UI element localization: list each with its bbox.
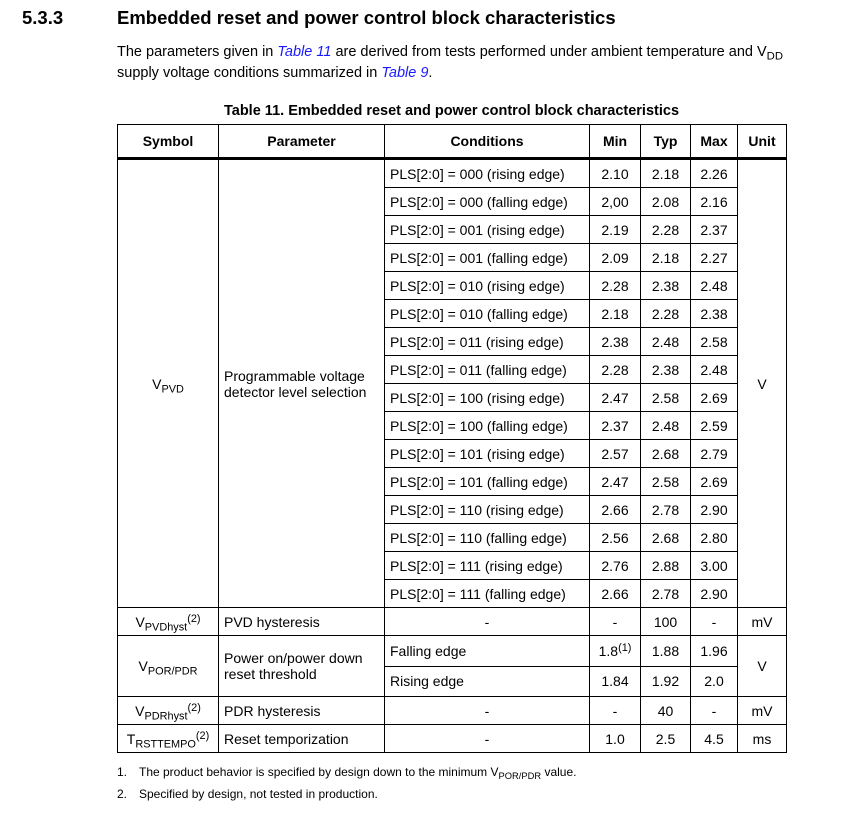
characteristics-table bbox=[117, 124, 787, 753]
condition-cell: PLS[2:0] = 111 (rising edge) bbox=[385, 552, 590, 580]
footnote-subscript: POR/PDR bbox=[498, 770, 542, 781]
min-cell: 2.57 bbox=[590, 440, 641, 468]
max-cell: 2.69 bbox=[691, 384, 738, 412]
typ-cell: 2.78 bbox=[641, 496, 691, 524]
symbol-cell bbox=[118, 159, 219, 608]
max-cell: 2.80 bbox=[691, 524, 738, 552]
max-cell: 2.48 bbox=[691, 356, 738, 384]
max-cell: 3.00 bbox=[691, 552, 738, 580]
condition-cell: PLS[2:0] = 100 (falling edge) bbox=[385, 412, 590, 440]
min-footnote-ref: (1) bbox=[618, 641, 632, 654]
condition-cell: PLS[2:0] = 110 (rising edge) bbox=[385, 496, 590, 524]
condition-cell: Rising edge bbox=[385, 666, 590, 697]
condition-cell: PLS[2:0] = 010 (falling edge) bbox=[385, 300, 590, 328]
max-cell: 2.58 bbox=[691, 328, 738, 356]
min-cell bbox=[590, 636, 641, 667]
min-cell: 2.47 bbox=[590, 384, 641, 412]
footnote-text: The product behavior is specified by design down to the minimum V bbox=[139, 765, 499, 779]
symbol-subscript: RSTTEMPO bbox=[135, 737, 196, 750]
min-cell: 2.09 bbox=[590, 244, 641, 272]
symbol-cell bbox=[118, 697, 219, 725]
condition-cell: PLS[2:0] = 101 (falling edge) bbox=[385, 468, 590, 496]
condition-cell: PLS[2:0] = 000 (rising edge) bbox=[385, 159, 590, 188]
typ-cell: 2.68 bbox=[641, 440, 691, 468]
header-conditions: Conditions bbox=[385, 125, 590, 159]
symbol-cell bbox=[118, 725, 219, 753]
max-cell: - bbox=[691, 697, 738, 725]
parameter-cell: Reset temporization bbox=[219, 725, 385, 753]
min-cell: 2.76 bbox=[590, 552, 641, 580]
min-cell: - bbox=[590, 608, 641, 636]
typ-cell: 2.08 bbox=[641, 188, 691, 216]
min-cell: 2.19 bbox=[590, 216, 641, 244]
symbol-subscript: PVDhyst bbox=[144, 620, 188, 633]
parameter-cell: Programmable voltage detector level selection bbox=[219, 159, 385, 608]
typ-cell: 1.88 bbox=[641, 636, 691, 667]
max-cell: 2.69 bbox=[691, 468, 738, 496]
parameter-cell: PVD hysteresis bbox=[219, 608, 385, 636]
max-cell: 1.96 bbox=[691, 636, 738, 667]
typ-cell: 2.18 bbox=[641, 244, 691, 272]
max-cell: 2.90 bbox=[691, 580, 738, 608]
unit-cell: mV bbox=[738, 608, 787, 636]
unit-cell: V bbox=[738, 636, 787, 697]
section-number: 5.3.3 bbox=[22, 7, 64, 28]
max-cell: 2.59 bbox=[691, 412, 738, 440]
typ-cell: 40 bbox=[641, 697, 691, 725]
max-cell: 2.27 bbox=[691, 244, 738, 272]
min-cell: 2.56 bbox=[590, 524, 641, 552]
table-row bbox=[118, 608, 787, 636]
condition-cell: - bbox=[385, 608, 590, 636]
max-cell: 2.48 bbox=[691, 272, 738, 300]
footnote-number: 1. bbox=[117, 765, 128, 779]
typ-cell: 2.68 bbox=[641, 524, 691, 552]
footnotes bbox=[117, 761, 576, 805]
footnote-2 bbox=[117, 783, 576, 805]
intro-text: The parameters given in bbox=[117, 44, 278, 60]
condition-cell: PLS[2:0] = 011 (falling edge) bbox=[385, 356, 590, 384]
symbol-subscript: POR/PDR bbox=[147, 665, 198, 678]
intro-paragraph bbox=[117, 42, 797, 84]
header-unit: Unit bbox=[738, 125, 787, 159]
condition-cell: PLS[2:0] = 011 (rising edge) bbox=[385, 328, 590, 356]
max-cell: 2.16 bbox=[691, 188, 738, 216]
condition-cell: PLS[2:0] = 111 (falling edge) bbox=[385, 580, 590, 608]
typ-cell: 2.38 bbox=[641, 272, 691, 300]
max-cell: 2.79 bbox=[691, 440, 738, 468]
symbol-subscript: PDRhyst bbox=[144, 709, 188, 722]
condition-cell: PLS[2:0] = 010 (rising edge) bbox=[385, 272, 590, 300]
intro-text: are derived from tests performed under ambient temperature and V bbox=[331, 44, 767, 60]
min-cell: 2.37 bbox=[590, 412, 641, 440]
typ-cell: 100 bbox=[641, 608, 691, 636]
max-cell: 2.0 bbox=[691, 666, 738, 697]
header-min: Min bbox=[590, 125, 641, 159]
header-parameter: Parameter bbox=[219, 125, 385, 159]
footnote-text-tail: value. bbox=[541, 765, 577, 779]
symbol-main: V bbox=[138, 658, 148, 674]
condition-cell: PLS[2:0] = 110 (falling edge) bbox=[385, 524, 590, 552]
symbol-main: V bbox=[135, 702, 145, 719]
min-cell: 2.10 bbox=[590, 159, 641, 188]
typ-cell: 2.28 bbox=[641, 216, 691, 244]
min-cell: 2.38 bbox=[590, 328, 641, 356]
min-cell: 1.84 bbox=[590, 666, 641, 697]
table-row bbox=[118, 159, 787, 188]
min-cell: - bbox=[590, 697, 641, 725]
max-cell: - bbox=[691, 608, 738, 636]
typ-cell: 2.48 bbox=[641, 328, 691, 356]
table-row bbox=[118, 725, 787, 753]
typ-cell: 2.5 bbox=[641, 725, 691, 753]
condition-cell: PLS[2:0] = 001 (rising edge) bbox=[385, 216, 590, 244]
min-cell: 2.28 bbox=[590, 272, 641, 300]
table-row bbox=[118, 636, 787, 667]
typ-cell: 2.58 bbox=[641, 468, 691, 496]
unit-cell: mV bbox=[738, 697, 787, 725]
min-cell: 2.28 bbox=[590, 356, 641, 384]
footnote-1 bbox=[117, 761, 576, 783]
typ-cell: 2.18 bbox=[641, 159, 691, 188]
table-title: Table 11. Embedded reset and power control block characteristics bbox=[223, 103, 680, 119]
symbol-subscript: PVD bbox=[161, 382, 184, 395]
max-cell: 4.5 bbox=[691, 725, 738, 753]
max-cell: 2.38 bbox=[691, 300, 738, 328]
condition-cell: PLS[2:0] = 001 (falling edge) bbox=[385, 244, 590, 272]
min-cell: 2.66 bbox=[590, 496, 641, 524]
symbol-footnote-ref: (2) bbox=[195, 729, 210, 742]
typ-cell: 2.28 bbox=[641, 300, 691, 328]
symbol-main: V bbox=[135, 613, 145, 630]
min-cell: 2.66 bbox=[590, 580, 641, 608]
vdd-subscript: DD bbox=[766, 50, 783, 63]
typ-cell: 1.92 bbox=[641, 666, 691, 697]
footnote-text: Specified by design, not tested in production. bbox=[139, 787, 378, 801]
parameter-cell: Power on/power down reset threshold bbox=[219, 636, 385, 697]
symbol-main: V bbox=[152, 375, 162, 392]
unit-cell: ms bbox=[738, 725, 787, 753]
condition-cell: Falling edge bbox=[385, 636, 590, 667]
footnote-number: 2. bbox=[117, 787, 128, 801]
max-cell: 2.26 bbox=[691, 159, 738, 188]
header-symbol: Symbol bbox=[118, 125, 219, 159]
max-cell: 2.90 bbox=[691, 496, 738, 524]
section-title: Embedded reset and power control block characteristics bbox=[117, 7, 616, 28]
table-9-link[interactable]: Table 9 bbox=[381, 65, 429, 81]
condition-cell: PLS[2:0] = 100 (rising edge) bbox=[385, 384, 590, 412]
typ-cell: 2.48 bbox=[641, 412, 691, 440]
typ-cell: 2.88 bbox=[641, 552, 691, 580]
symbol-footnote-ref: (2) bbox=[187, 701, 201, 714]
header-typ: Typ bbox=[641, 125, 691, 159]
symbol-cell bbox=[118, 608, 219, 636]
symbol-footnote-ref: (2) bbox=[187, 612, 201, 625]
condition-cell: - bbox=[385, 725, 590, 753]
min-value: 1.8 bbox=[598, 642, 619, 659]
intro-text: supply voltage conditions summarized in bbox=[117, 65, 382, 81]
header-max: Max bbox=[691, 125, 738, 159]
typ-cell: 2.78 bbox=[641, 580, 691, 608]
table-row bbox=[118, 697, 787, 725]
min-cell: 2.18 bbox=[590, 300, 641, 328]
condition-cell: PLS[2:0] = 000 (falling edge) bbox=[385, 188, 590, 216]
parameter-cell: PDR hysteresis bbox=[219, 697, 385, 725]
max-cell: 2.37 bbox=[691, 216, 738, 244]
min-cell: 1.0 bbox=[590, 725, 641, 753]
symbol-cell bbox=[118, 636, 219, 697]
intro-text: . bbox=[428, 65, 433, 81]
table-header-row bbox=[118, 125, 787, 159]
typ-cell: 2.58 bbox=[641, 384, 691, 412]
typ-cell: 2.38 bbox=[641, 356, 691, 384]
symbol-main: T bbox=[126, 730, 136, 747]
min-cell: 2,00 bbox=[590, 188, 641, 216]
table-11-link[interactable]: Table 11 bbox=[277, 44, 332, 60]
unit-cell: V bbox=[738, 159, 787, 608]
condition-cell: PLS[2:0] = 101 (rising edge) bbox=[385, 440, 590, 468]
min-cell: 2.47 bbox=[590, 468, 641, 496]
condition-cell: - bbox=[385, 697, 590, 725]
